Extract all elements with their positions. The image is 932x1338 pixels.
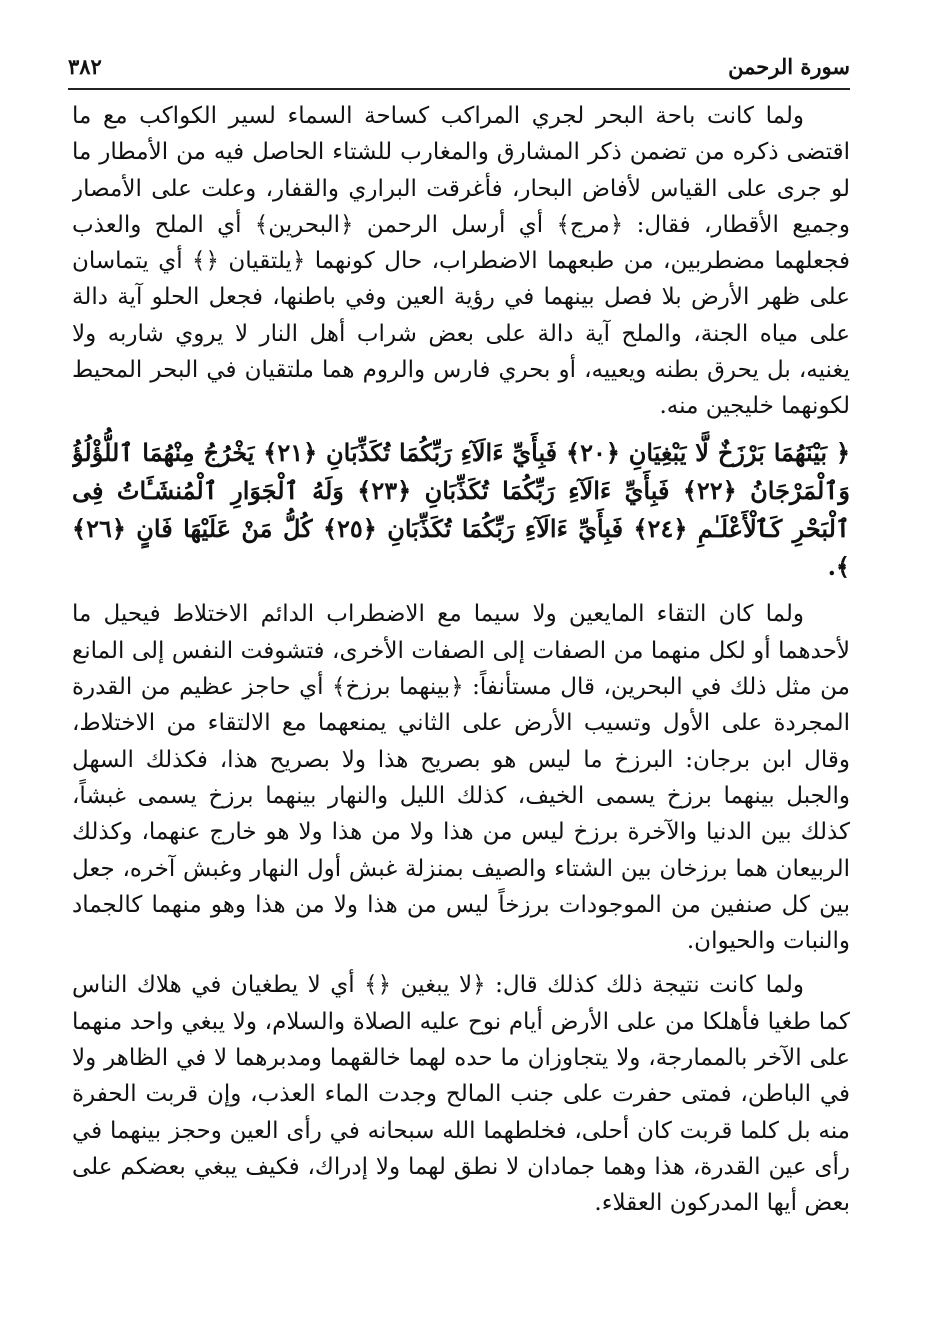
page-number: ٣٨٢ <box>68 53 102 79</box>
paragraph-1: ولما كانت باحة البحر لجري المراكب كساحة السماء لسير الكواكب مع ما اقتضى ذكره من تضمن ذكر المشارق والمغارب للشتاء الحاصل فيه من الأمطار ما لو جرى على القياس لأفاض البحار، فأغرقت البراري والقفار، وعلت على الأمصار وجميع الأقطار، فقال: ﴿مرج﴾ أي أرسل الرحمن ﴿البحرين﴾ أي الملح والعذب فجعلهما مضطربين، من طبعهما الاضطراب، حال كونهما ﴿يلتقيان ﴿﴾ أي يتماسان على ظهر الأرض بلا فصل بينهما في رؤية العين وفي باطنها، فجعل الحلو آية دالة على مياه الجنة، والملح آية دالة على بعض شراب أهل النار لا يروي شاربه ولا يغنيه، بل يحرق بطنه ويعييه، أو بحري فارس والروم هما ملتقيان في البحر المحيط لكونهما خليجين منه. <box>72 103 850 420</box>
running-header <box>68 44 850 90</box>
surah-title: سورة الرحمن <box>728 53 850 79</box>
quran-verses: ﴿ بَيْنَهُمَا بَرْزَخٌ لَّا يَبْغِيَانِ ﴿٢٠﴾ فَبِأَيِّ ءَالَآءِ رَبِّكُمَا تُكَذِّبَانِ ﴿٢١﴾ يَخْرُجُ مِنْهُمَا ٱللُّؤْلُؤُ وَٱلْمَرْجَانُ ﴿٢٢﴾ فَبِأَيِّ ءَالَآءِ رَبِّكُمَا تُكَذِّبَانِ ﴿٢٣﴾ وَلَهُ ٱلْجَوَارِ ٱلْمُنشَـَٔاتُ فِى ٱلْبَحْرِ كَٱلْأَعْلَـٰمِ ﴿٢٤﴾ فَبِأَيِّ ءَالَآءِ رَبِّكُمَا تُكَذِّبَانِ ﴿٢٥﴾ كُلُّ مَنْ عَلَيْهَا فَانٍ ﴿٢٦﴾ ﴾. <box>72 437 850 582</box>
page-body <box>72 98 850 1318</box>
paragraph-3: ولما كانت نتيجة ذلك كذلك قال: ﴿لا يبغين ﴿﴾ أي لا يطغيان في هلاك الناس كما طغيا فأهلكا من على الأرض أيام نوح عليه الصلاة والسلام، ولا يبغي واحد منهما على الآخر بالممارجة، ولا يتجاوزان ما حده لهما خالقهما ومدبرهما لا في الظاهر ولا في الباطن، فمتى حفرت على جنب المالح وجدت الماء العذب، وإن قربت الحفرة منه بل كلما قربت كان أحلى، فخلطهما الله سبحانه في رأى العين وحجز بينهما في رأى عين القدرة، هذا وهما جمادان لا نطق لهما ولا إدراك، فكيف يبغي بعضكم على بعض أيها المدركون العقلاء. <box>72 972 850 1217</box>
paragraph-2: ولما كان التقاء المايعين ولا سيما مع الاضطراب الدائم الاختلاط فيحيل ما لأحدهما أو لكل منهما من الصفات إلى الصفات الأخرى، فتشوفت النفس إلى المانع من مثل ذلك في البحرين، قال مستأنفاً: ﴿بينهما برزخ﴾ أي حاجز عظيم من القدرة المجردة على الأول وتسيب الأرض على الثاني يمنعهما مع الالتقاء من الاختلاط، وقال ابن برجان: البرزخ ما ليس هو بصريح هذا ولا بصريح هذا، فكذلك السهل والجبل بينهما برزخ يسمى الخيف، كذلك الليل والنهار بينهما برزخ يسمى غبشاً، كذلك بين الدنيا والآخرة برزخ ليس من هذا ولا من هذا ولا هو خارج عنهما، وكذلك الربيعان هما برزخان بين الشتاء والصيف بمنزلة غبش أول النهار وغبش آخره، جعل بين كل صنفين من الموجودات برزخاً ليس من هذا ولا من هذا وهو منهما كالجماد والنبات والحيوان. <box>72 601 850 955</box>
